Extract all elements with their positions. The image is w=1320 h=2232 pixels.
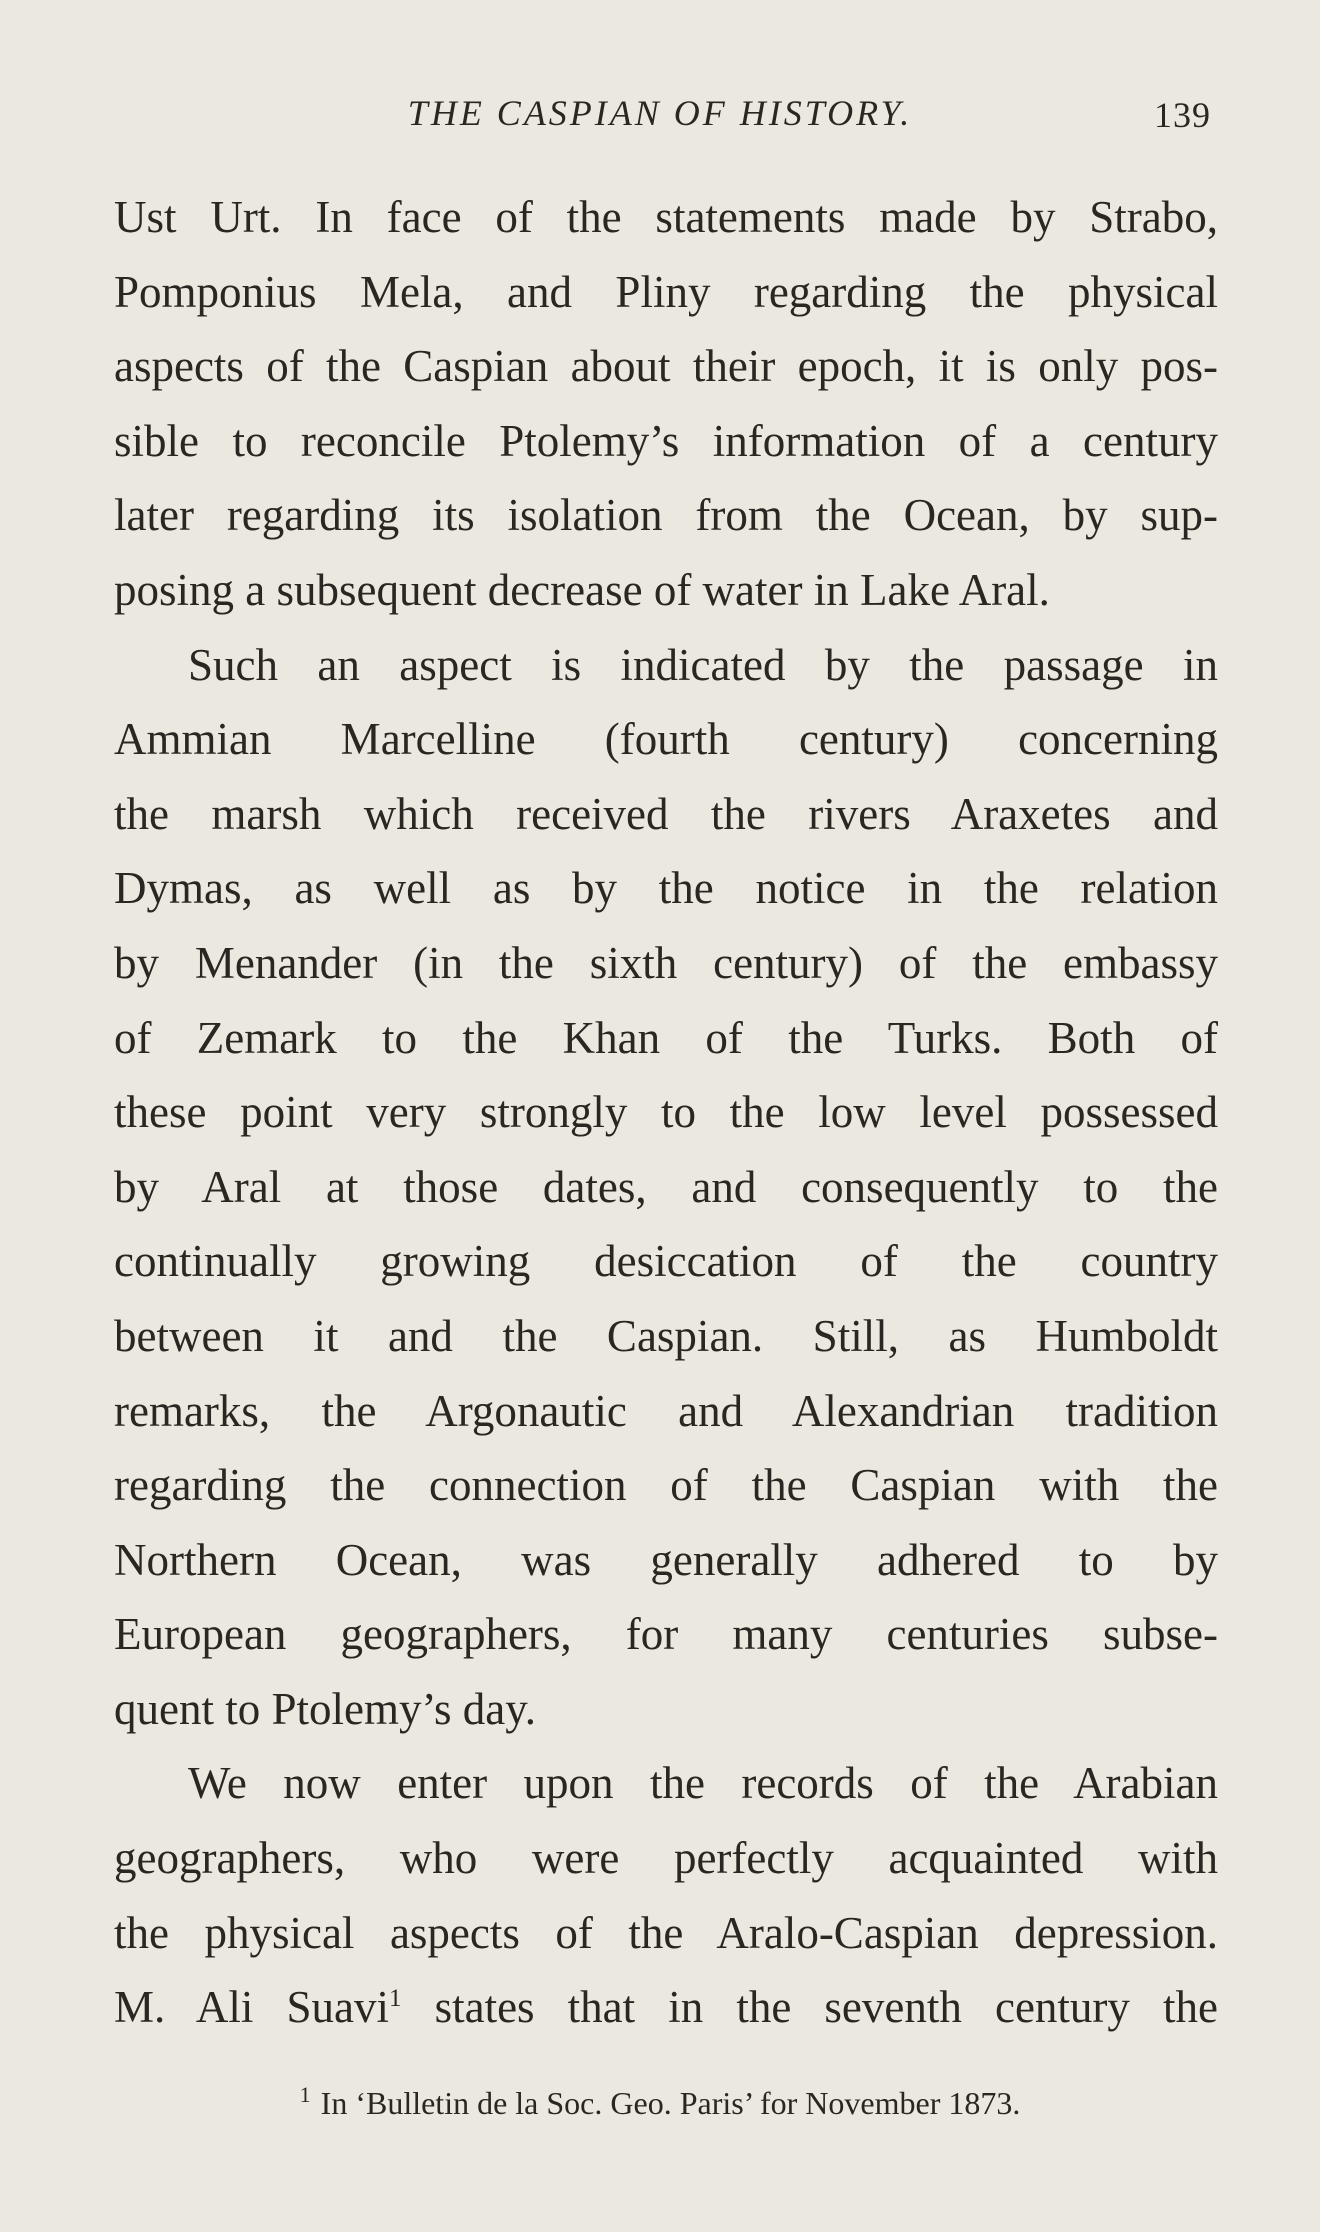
text-line: of Zemark to the Khan of the Turks. Both of <box>114 1012 1218 1063</box>
text-line: sible to reconcile Ptolemy’s information of a century <box>114 415 1218 466</box>
text-line: quent to Ptolemy’s day. <box>114 1683 537 1734</box>
text-line: Dymas, as well as by the notice in the relation <box>114 863 1218 914</box>
running-title: THE CASPIAN OF HISTORY. <box>407 93 913 133</box>
text-line: the physical aspects of the Aralo-Caspian depression. <box>114 1907 1218 1958</box>
text-line: aspects of the Caspian about their epoch, it is only pos- <box>114 341 1218 392</box>
text-line: Ust Urt. In face of the statements made by Strabo, <box>114 192 1218 242</box>
text-line: remarks, the Argonautic and Alexandrian tradition <box>114 1385 1218 1436</box>
text-line: the marsh which received the rivers Araxetes and <box>114 788 1218 839</box>
page-number: 139 <box>1154 95 1211 135</box>
text-line-with-footnote <box>114 1970 1218 2045</box>
text-line: these point very strongly to the low level possessed <box>114 1087 1218 1138</box>
footnote <box>0 2080 1320 2126</box>
paragraph-start-line: We now enter upon the records of the Arabian <box>188 1758 1218 1809</box>
text-line: Pomponius Mela, and Pliny regarding the physical <box>114 266 1218 317</box>
text-line: between it and the Caspian. Still, as Humboldt <box>114 1310 1218 1361</box>
text-line: Ammian Marcelline (fourth century) concerning <box>114 714 1218 765</box>
running-head <box>0 88 1320 138</box>
text-line: regarding the connection of the Caspian with the <box>114 1460 1218 1511</box>
text-segment: states that in the seventh century the <box>434 1982 1218 2033</box>
text-line: European geographers, for many centuries subse- <box>114 1609 1218 1660</box>
footnote-reference[interactable]: 1 <box>388 1985 402 2013</box>
text-line: by Menander (in the sixth century) of the embassy <box>114 937 1218 988</box>
paragraph-start-line: Such an aspect is indicated by the passage in <box>188 639 1218 690</box>
text-segment: M. Ali Suavi <box>114 1982 389 2033</box>
text-line: continually growing desiccation of the country <box>114 1236 1218 1287</box>
text-line: posing a subsequent decrease of water in Lake Aral. <box>114 564 1050 615</box>
footnote-marker: 1 <box>299 2082 311 2107</box>
footnote-text: In ‘Bulletin de la Soc. Geo. Paris’ for November 1873. <box>320 2085 1021 2121</box>
text-line: by Aral at those dates, and consequently to the <box>114 1161 1218 1212</box>
body-text <box>114 180 1218 2045</box>
text-line: later regarding its isolation from the Ocean, by sup- <box>114 490 1218 541</box>
text-line: geographers, who were perfectly acquainted with <box>114 1833 1218 1884</box>
text-line: Northern Ocean, was generally adhered to by <box>114 1534 1218 1585</box>
